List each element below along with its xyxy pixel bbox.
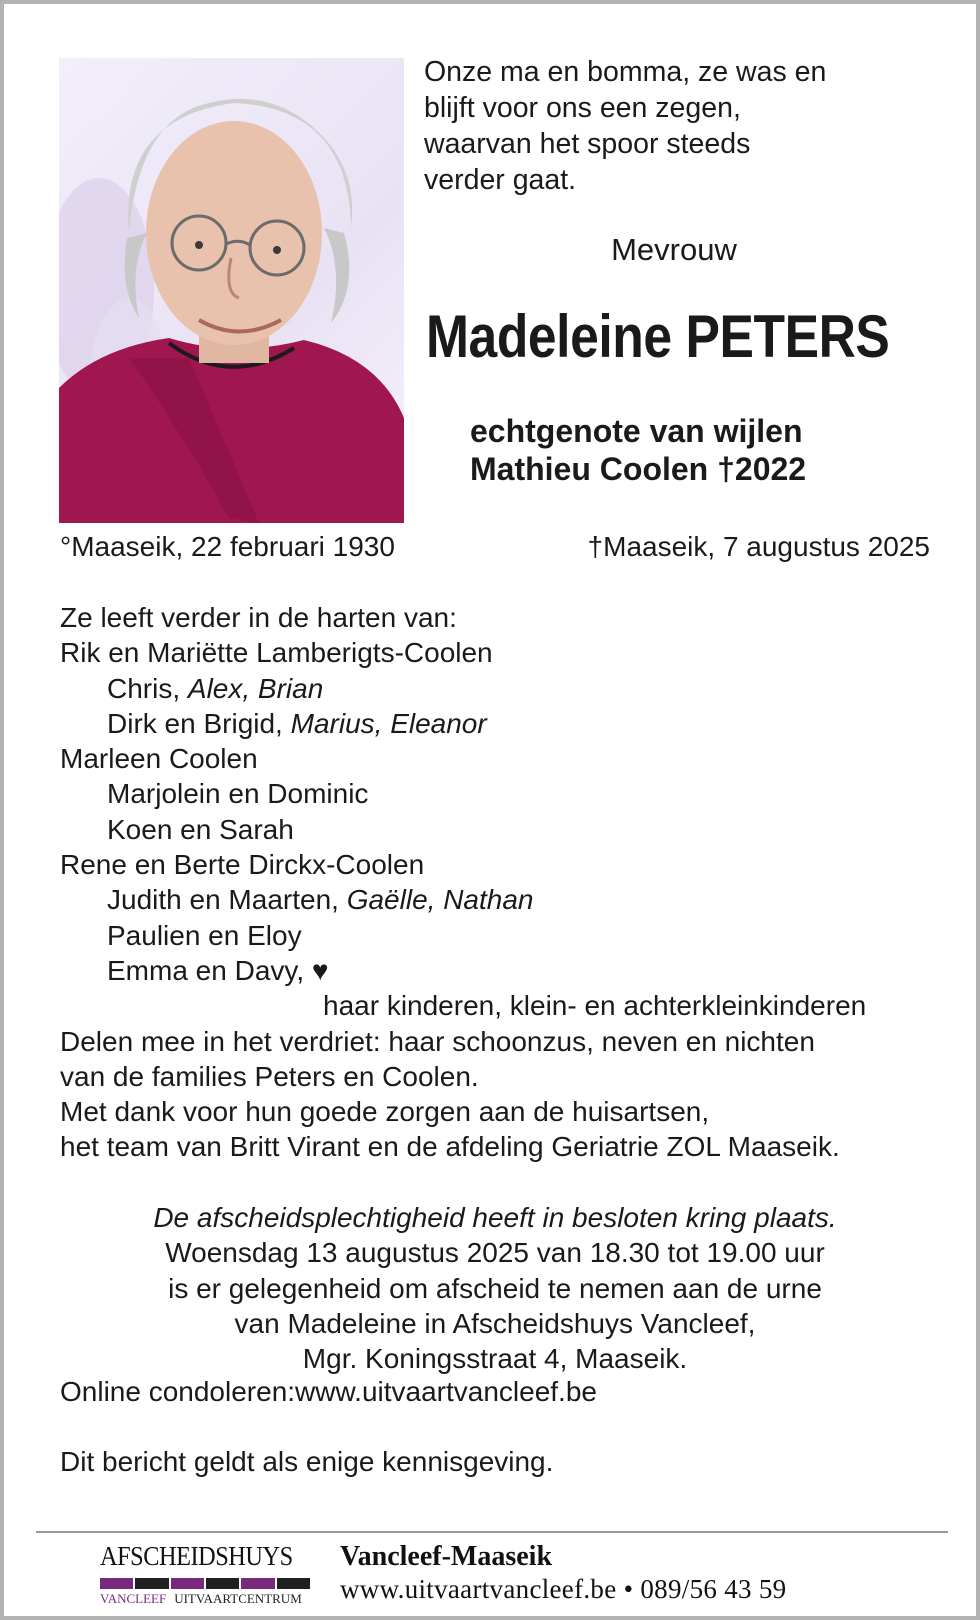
ceremony-line: is er gelegenheid om afscheid te nemen aan de urne (168, 1272, 822, 1304)
portrait-photo (59, 58, 404, 523)
family-line: Koen en Sarah (107, 813, 294, 845)
ceremony-line: Woensdag 13 augustus 2025 van 18.30 tot 19.00 uur (165, 1237, 825, 1269)
family-line: Marleen Coolen (60, 743, 258, 775)
logo-subtitle (100, 1591, 302, 1607)
family-name-italic: Gaëlle, Nathan (346, 884, 534, 916)
birth-date: °Maaseik, 22 februari 1930 (60, 531, 395, 562)
family-name-italic: Alex, Brian (187, 672, 324, 704)
family-line (60, 706, 940, 741)
deceased-name: Madeleine PETERS (426, 303, 890, 370)
poem (424, 54, 944, 198)
family-line: Emma en Davy, ♥ (107, 954, 329, 986)
thanks-line: het team van Britt Virant en de afdeling Geriatrie ZOL Maaseik. (60, 1131, 840, 1163)
family-name: Chris, (107, 672, 188, 704)
family-intro: Ze leeft verder in de harten van: (60, 602, 457, 633)
ceremony-line: De afscheidsplechtigheid heeft in besloten kring plaats. (153, 1202, 837, 1233)
logo-sub-centrum: UITVAARTCENTRUM (174, 1591, 302, 1606)
spouse-line: Mathieu Coolen †2022 (470, 451, 807, 487)
poem-line: Onze ma en bomma, ze was en (424, 56, 827, 88)
family-line: Paulien en Eloy (107, 919, 302, 951)
family-name-italic: Marius, Eleanor (290, 707, 487, 739)
footer-divider (36, 1531, 948, 1533)
ceremony-line: Mgr. Koningsstraat 4, Maaseik. (302, 1343, 688, 1375)
family-list (60, 600, 940, 1165)
family-line (60, 671, 940, 706)
logo-title: AFSCHEIDSHUYS (100, 1541, 293, 1571)
family-line: Marjolein en Dominic (107, 778, 369, 810)
family-line: Rene en Berte Dirckx-Coolen (60, 849, 425, 881)
website-phone: www.uitvaartvancleef.be • 089/56 43 59 (340, 1574, 787, 1604)
poem-line: blijft voor ons een zegen, (424, 92, 741, 124)
firm-name: Vancleef-Maaseik (340, 1541, 553, 1572)
portrait-illustration (59, 58, 404, 523)
family-name: Judith en Maarten, (107, 884, 347, 916)
spouse-info (470, 412, 806, 488)
logo-bars (100, 1578, 310, 1589)
contact-info (340, 1541, 786, 1605)
salutation: Mevrouw (611, 232, 737, 267)
logo-sub-vancleef: VANCLEEF (100, 1591, 167, 1606)
funeral-home-logo (100, 1541, 310, 1605)
notice-text: Dit bericht geldt als enige kennisgeving. (60, 1446, 554, 1477)
family-line (60, 882, 940, 917)
poem-line: verder gaat. (424, 164, 577, 196)
ceremony-info (60, 1200, 930, 1376)
poem-line: waarvan het spoor steeds (424, 128, 751, 160)
family-line: Rik en Mariëtte Lamberigts-Coolen (60, 637, 493, 669)
spouse-line: echtgenote van wijlen (470, 413, 803, 449)
family-summary: haar kinderen, klein- en achterkleinkinderen (323, 990, 867, 1022)
thanks-line: Met dank voor hun goede zorgen aan de huisartsen, (60, 1096, 710, 1128)
ceremony-line: van Madeleine in Afscheidshuys Vancleef, (234, 1307, 756, 1339)
death-date: †Maaseik, 7 augustus 2025 (587, 531, 930, 562)
family-name: Dirk en Brigid, (107, 707, 291, 739)
online-condolences: Online condoleren:www.uitvaartvancleef.be (60, 1376, 597, 1407)
share-line: van de families Peters en Coolen. (60, 1060, 479, 1092)
share-line: Delen mee in het verdriet: haar schoonzus, neven en nichten (60, 1025, 815, 1057)
